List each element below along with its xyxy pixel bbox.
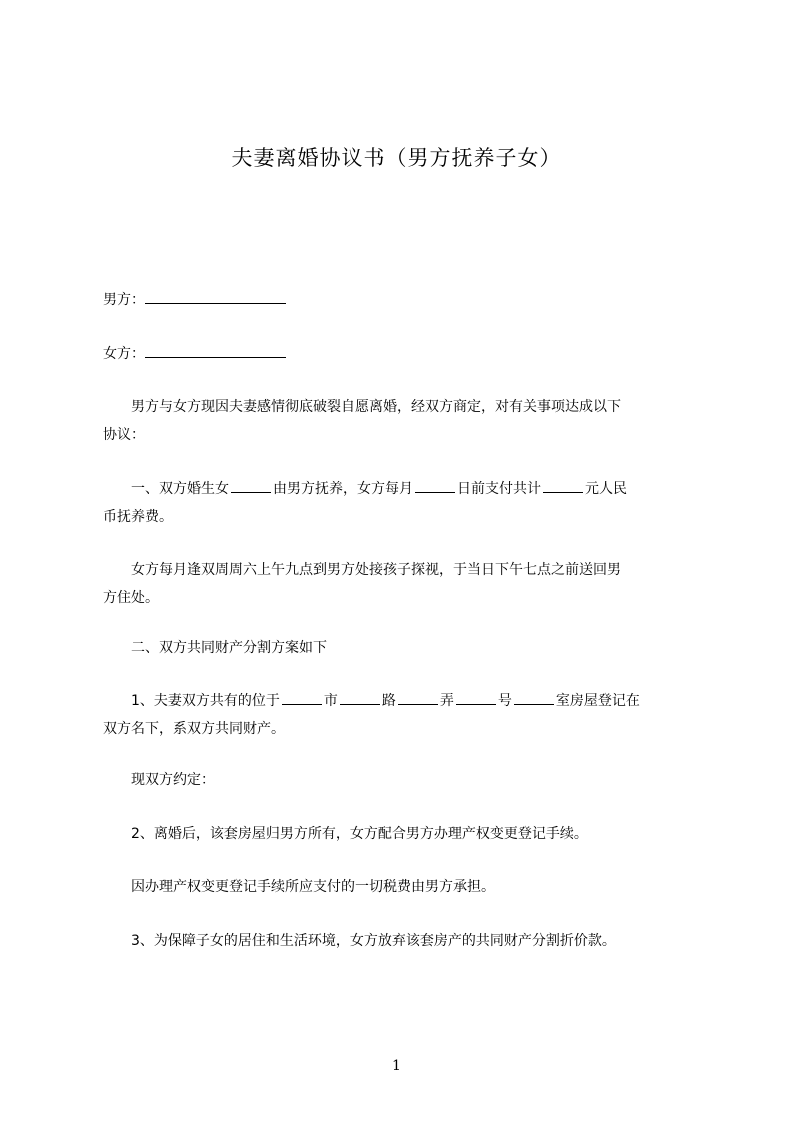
payment-day-blank [415, 478, 455, 493]
property-line-2: 双方名下，系双方共同财产。 [103, 721, 285, 737]
female-party-name-blank [145, 343, 286, 358]
visit-line-2: 方住处。 [103, 590, 159, 606]
intro-line-1: 男方与女方现因夫妻感情彻底破裂自愿离婚，经双方商定，对有关事项达成以下 [103, 399, 621, 415]
number-blank [456, 690, 496, 705]
room-blank [514, 690, 554, 705]
road-blank [340, 690, 380, 705]
payment-amount-blank [543, 478, 583, 493]
item2-heading: 二、双方共同财产分割方案如下 [103, 640, 327, 656]
male-party-label: 男方： [103, 292, 145, 308]
male-party-line [103, 286, 713, 314]
tax-line: 因办理产权变更登记手续所应支付的一切税费由男方承担。 [103, 879, 495, 895]
property-line-1 [103, 687, 713, 715]
visit-line-1: 女方每月逢双周周六上午九点到男方处接孩子探视，于当日下午七点之前送回男 [103, 562, 621, 578]
lane-blank [398, 690, 438, 705]
item1-text-2: 由男方抚养，女方每月 [273, 481, 413, 497]
item1-line-1 [103, 475, 713, 503]
property-text-6: 室房屋登记在 [555, 693, 640, 709]
property-text-4: 弄 [439, 693, 454, 709]
item1-text-4: 元人民 [585, 481, 627, 497]
intro-line-2: 协议： [103, 427, 145, 443]
property-text-2: 市 [323, 693, 338, 709]
daughter-name-blank [231, 478, 271, 493]
item2-2-line: 2、离婚后，该套房屋归男方所有，女方配合男方办理产权变更登记手续。 [103, 826, 588, 842]
item2-3-line: 3、为保障子女的居住和生活环境，女方放弃该套房产的共同财产分割折价款。 [103, 933, 616, 949]
item1-line-2: 币抚养费。 [103, 509, 173, 525]
city-blank [282, 690, 322, 705]
female-party-line [103, 340, 713, 368]
document-title: 夫妻离婚协议书（男方抚养子女） [231, 146, 562, 170]
female-party-label: 女方： [103, 346, 145, 362]
item1-text-3: 日前支付共计 [457, 481, 541, 497]
page-number: 1 [392, 1058, 401, 1074]
property-text-3: 路 [381, 693, 396, 709]
item1-text-1: 一、双方婚生女 [103, 481, 229, 497]
male-party-name-blank [145, 289, 286, 304]
agreement-heading: 现双方约定： [103, 772, 215, 788]
property-text-5: 号 [497, 693, 512, 709]
property-text-1: 1、夫妻双方共有的位于 [103, 693, 280, 709]
